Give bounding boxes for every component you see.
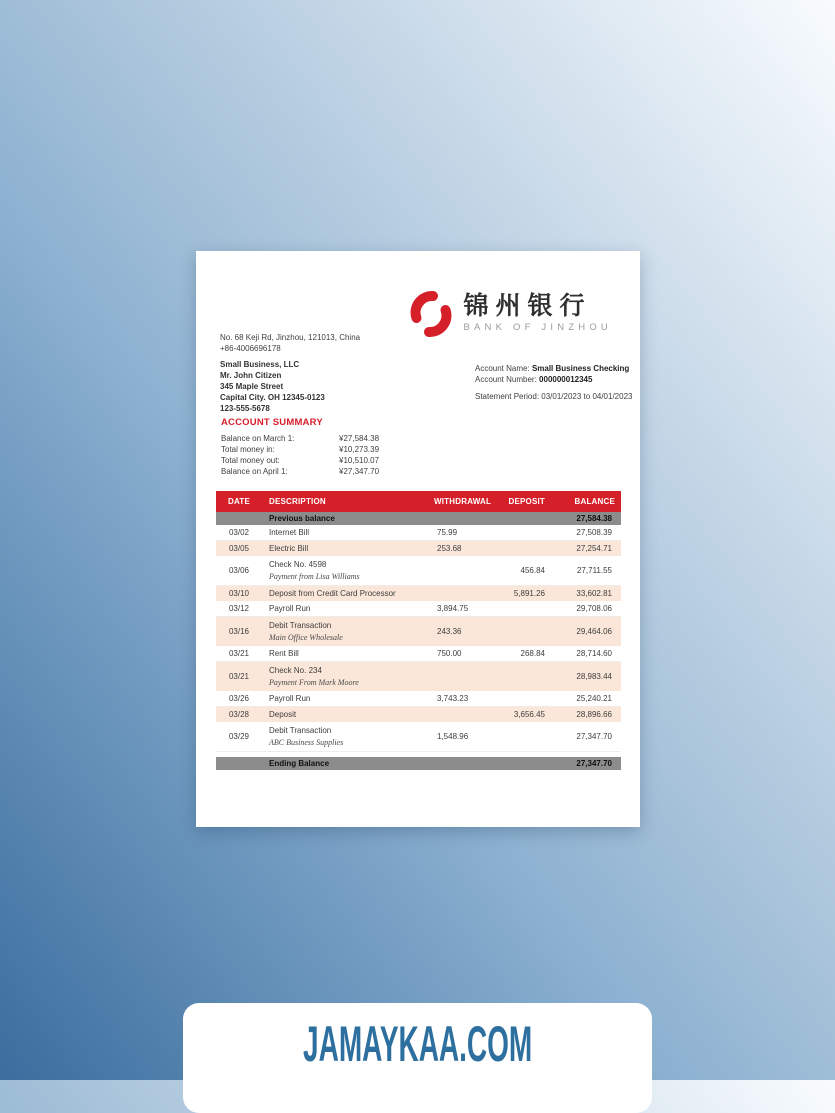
cell-withdrawal: 75.99 [437,528,458,537]
cell-balance: 29,464.06 [576,627,612,636]
account-summary-list [221,433,379,477]
table-row [216,601,621,617]
statement-period-value: 03/01/2023 to 04/01/2023 [541,392,633,401]
cell-balance: 27,254.71 [576,544,612,553]
ending-balance-row [216,757,621,770]
cell-balance: 27,508.39 [576,528,612,537]
cell-withdrawal: 243.36 [437,627,462,636]
cell-withdrawal: 3,894.75 [437,604,469,613]
table-row [216,722,621,752]
summary-value: ¥27,584.38 [339,434,380,443]
table-row [216,662,621,691]
summary-value: ¥10,273.39 [339,445,380,454]
bank-phone: +86-4006696178 [220,344,281,353]
cell-balance: 25,240.21 [576,694,612,703]
description-main: Payroll Run [269,604,311,613]
account-number-value: 000000012345 [539,374,593,384]
previous-balance-value: 27,584.38 [576,514,612,523]
summary-value: ¥10,510.07 [339,456,380,465]
cell-description [262,648,434,659]
bank-address-line: No. 68 Keji Rd, Jinzhou, 121013, China [220,333,361,342]
cell-withdrawal: 253.68 [437,544,462,553]
account-number-line [475,375,632,386]
cell-date: 03/21 [228,649,250,658]
cell-date: 03/02 [228,528,250,537]
cell-deposit: 456.84 [520,566,545,575]
cell-balance: 27,711.55 [577,566,612,575]
summary-label: Total money out: [221,456,280,465]
summary-label: Total money in: [221,445,275,454]
watermark-text: JAMAYKAA.COM [302,1016,533,1072]
transactions-table [216,491,621,770]
customer-name: Mr. John Citizen [220,371,282,380]
table-row [216,707,621,722]
cell-balance: 28,714.60 [576,649,612,658]
bank-name-english: BANK OF JINZHOU [463,322,612,333]
table-row [216,617,621,646]
table-row [216,556,621,586]
customer-address [220,359,325,414]
cell-withdrawal: 3,743.23 [437,694,469,703]
cell-description [262,543,434,554]
summary-row [221,455,379,466]
ending-balance-value: 27,347.70 [576,759,612,768]
header-description: DESCRIPTION [269,497,326,506]
header-date: DATE [228,497,250,506]
table-body [216,525,621,752]
description-main: Check No. 4598 [269,560,327,569]
cell-date: 03/06 [228,566,250,575]
description-note: ABC Business Supplies [269,738,344,747]
cell-date: 03/21 [228,672,250,681]
description-note: Payment From Mark Moore [269,678,359,687]
cell-date: 03/16 [228,627,250,636]
cell-date: 03/29 [228,732,250,741]
description-main: Deposit from Credit Card Processor [269,589,396,598]
watermark-bar [183,1003,652,1113]
cell-balance: 27,347.70 [576,732,612,741]
cell-balance: 29,708.06 [576,604,612,613]
summary-row [221,433,379,444]
customer-phone: 123-555-5678 [220,404,270,413]
table-row [216,586,621,601]
previous-balance-label: Previous balance [269,514,335,523]
cell-balance: 28,896.66 [576,710,612,719]
description-main: Payroll Run [269,694,311,703]
cell-description [262,620,434,643]
cell-date: 03/10 [228,589,250,598]
customer-company: Small Business, LLC [220,360,300,369]
bank-logo-swirl-icon [408,291,454,337]
account-meta [475,364,632,403]
bank-logo [408,291,612,337]
account-name-value: Small Business Checking [531,364,630,373]
customer-city: Capital City. OH 12345-0123 [220,393,325,402]
cell-deposit: 5,891.26 [513,589,545,598]
cell-description [262,665,434,688]
bank-address [220,332,360,354]
description-main: Debit Transaction [269,621,332,630]
summary-label: Balance on April 1: [221,467,288,476]
ending-balance-label: Ending Balance [269,759,330,768]
cell-description [262,693,434,704]
cell-description [262,527,434,538]
account-name-label: Account Name: [475,364,530,373]
summary-row [221,466,379,477]
cell-withdrawal: 1,548.96 [437,732,469,741]
description-main: Internet Bill [269,528,310,537]
header-deposit: DEPOSIT [508,497,545,506]
cell-withdrawal: 750.00 [437,649,462,658]
table-row [216,541,621,556]
bank-name-block [463,291,612,333]
cell-description [262,709,434,720]
table-row [216,691,621,707]
cell-date: 03/26 [228,694,250,703]
table-row [216,646,621,662]
description-main: Debit Transaction [269,726,332,735]
cell-date: 03/05 [228,544,250,553]
cell-description [262,559,434,582]
cell-description [262,588,434,599]
description-main: Deposit [269,710,297,719]
summary-label: Balance on March 1: [221,434,295,443]
description-main: Rent Bill [269,649,299,658]
cell-date: 03/12 [228,604,250,613]
table-header-row [216,491,621,512]
account-number-label: Account Number: [475,374,537,384]
account-summary-title: ACCOUNT SUMMARY [221,417,323,428]
cell-balance: 33,602.81 [576,589,612,598]
cell-description [262,603,434,614]
description-note: Payment from Lisa Williams [269,572,360,581]
previous-balance-row [216,512,621,525]
cell-balance: 28,983.44 [576,672,612,681]
header-withdrawal: WITHDRAWAL [434,497,492,506]
bank-statement-page [196,251,640,827]
description-main: Check No. 234 [269,666,322,675]
bank-name-chinese: 锦州银行 [463,293,592,320]
summary-value: ¥27,347.70 [339,467,380,476]
customer-street: 345 Maple Street [220,382,284,391]
cell-description [262,725,434,748]
cell-date: 03/28 [228,710,250,719]
cell-deposit: 268.84 [520,649,545,658]
statement-period-label: Statement Period: [475,392,540,401]
description-main: Electric Bill [269,544,309,553]
statement-period-line [475,392,632,403]
account-name-line [475,364,632,375]
header-balance: BALANCE [574,497,615,506]
cell-deposit: 3,656.45 [513,710,545,719]
description-note: Main Office Wholesale [269,633,343,642]
table-row [216,525,621,541]
summary-row [221,444,379,455]
